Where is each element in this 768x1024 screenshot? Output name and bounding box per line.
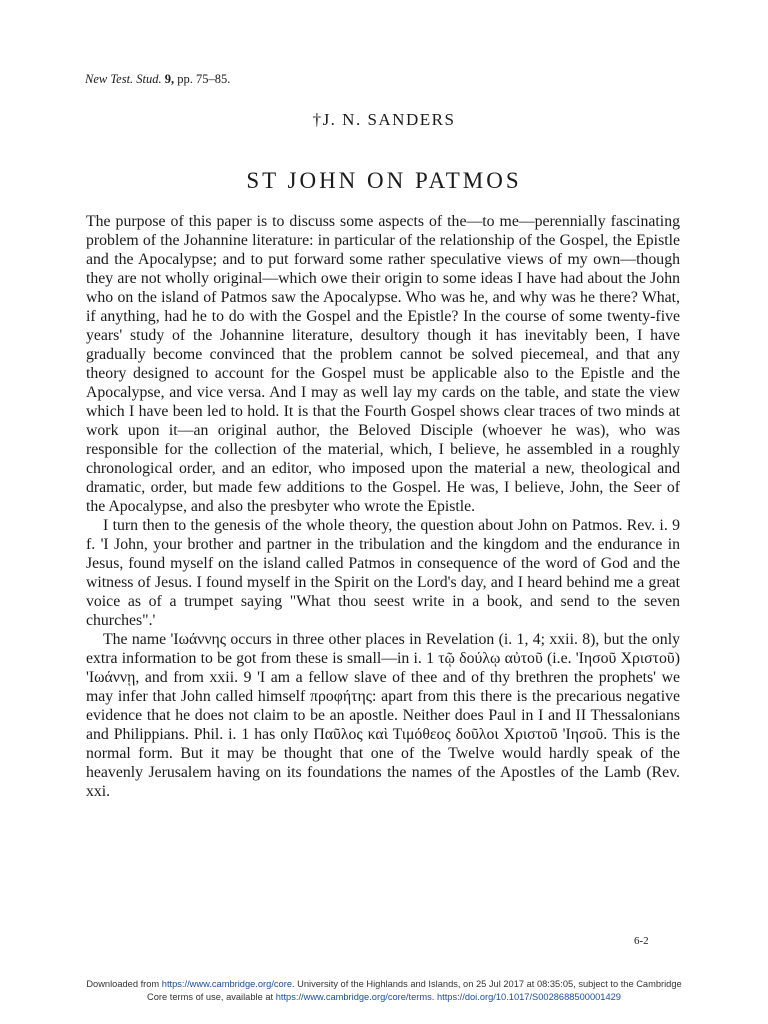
footer-line-1 <box>0 978 768 991</box>
cambridge-core-link[interactable]: https://www.cambridge.org/core <box>161 979 292 989</box>
terms-link[interactable]: https://www.cambridge.org/core/terms <box>275 992 432 1002</box>
download-footer <box>0 978 768 1004</box>
journal-name: New Test. Stud. <box>85 72 162 86</box>
footer-line-2 <box>0 991 768 1004</box>
footer-text: Core terms of use, available at <box>147 992 274 1002</box>
footer-text: . University of the Highlands and Islands, on 25 Jul 2017 at 08:35:05, subject to the Cambridge <box>292 979 682 989</box>
journal-citation <box>85 72 230 87</box>
article-title: ST JOHN ON PATMOS <box>246 168 522 193</box>
paragraph: The purpose of this paper is to discuss some aspects of the—to me—perennially fascinating problem of the Johannine literature: in particular of the relationship of the Gospel, the Epistle and the Apocalypse; and to put forward some rather speculative views of my own—though they are not wholly original—which owe their origin to some ideas I have had about the John who on the island of Patmos saw the Apocalypse. Who was he, and why was he there? What, if anything, had he to do with the Gospel and the Epistle? In the course of some twenty-five years' study of the Johannine literature, desultory though it has inevitably been, I have gradually become convinced that the problem cannot be solved piecemeal, and that any theory designed to account for the Gospel must be applicable also to the Epistle and the Apocalypse, and vice versa. And I may as well lay my cards on the table, and state the view which I have been led to hold. It is that the Fourth Gospel shows clear traces of two minds at work upon it—an original author, the Beloved Disciple (whoever he was), who was responsible for the collection of the material, which, I believe, he assembled in a roughly chronological order, and an editor, who imposed upon the material a new, theological and dramatic, order, but made few additions to the Gospel. He was, I believe, John, the Seer of the Apocalypse, and also the presbyter who wrote the Epistle. <box>86 213 680 515</box>
paragraph: The name 'Ιωάννης occurs in three other places in Revelation (i. 1, 4; xxii. 8), but the only extra information to be got from these is small—in i. 1 τῷ δούλῳ αὐτοῦ (i.e. 'Ιησοῦ Χριστοῦ) 'Ιωάννῃ, and from xxii. 9 'I am a fellow slave of thee and of thy brethren the prophets' we may infer that John called himself προφήτης: apart from this there is the precarious negative evidence that he does not claim to be an apostle. Neither does Paul in I and II Thessalonians and Philippians. Phil. i. 1 has only Παῦλος καὶ Τιμόθεος δοῦλοι Χριστοῦ 'Ιησοῦ. This is the normal form. But it may be thought that one of the Twelve would hardly speak of the heavenly Jerusalem having on its foundations the names of the Apostles of the Lamb (Rev. xxi. <box>86 631 680 800</box>
paragraph: I turn then to the genesis of the whole theory, the question about John on Patmos. Rev. i. 9 f. 'I John, your brother and partner in the tribulation and the kingdom and the endurance in Jesus, found myself on the island called Patmos in consequence of the word of God and the witness of Jesus. I found myself in the Spirit on the Lord's day, and I heard behind me a great voice as of a trumpet saying "What thou seest write in a book, and send to the seven churches".' <box>86 517 680 629</box>
journal-pages: pp. 75–85. <box>177 72 231 86</box>
footer-text: . <box>431 992 435 1002</box>
signature-mark: 6-2 <box>634 935 649 947</box>
doi-link[interactable]: https://doi.org/10.1017/S0028688500001429 <box>436 992 621 1002</box>
footer-text: Downloaded from <box>86 979 160 989</box>
article-body <box>86 212 680 801</box>
journal-volume: 9, <box>164 72 175 86</box>
author-name: †J. N. SANDERS <box>312 110 456 129</box>
